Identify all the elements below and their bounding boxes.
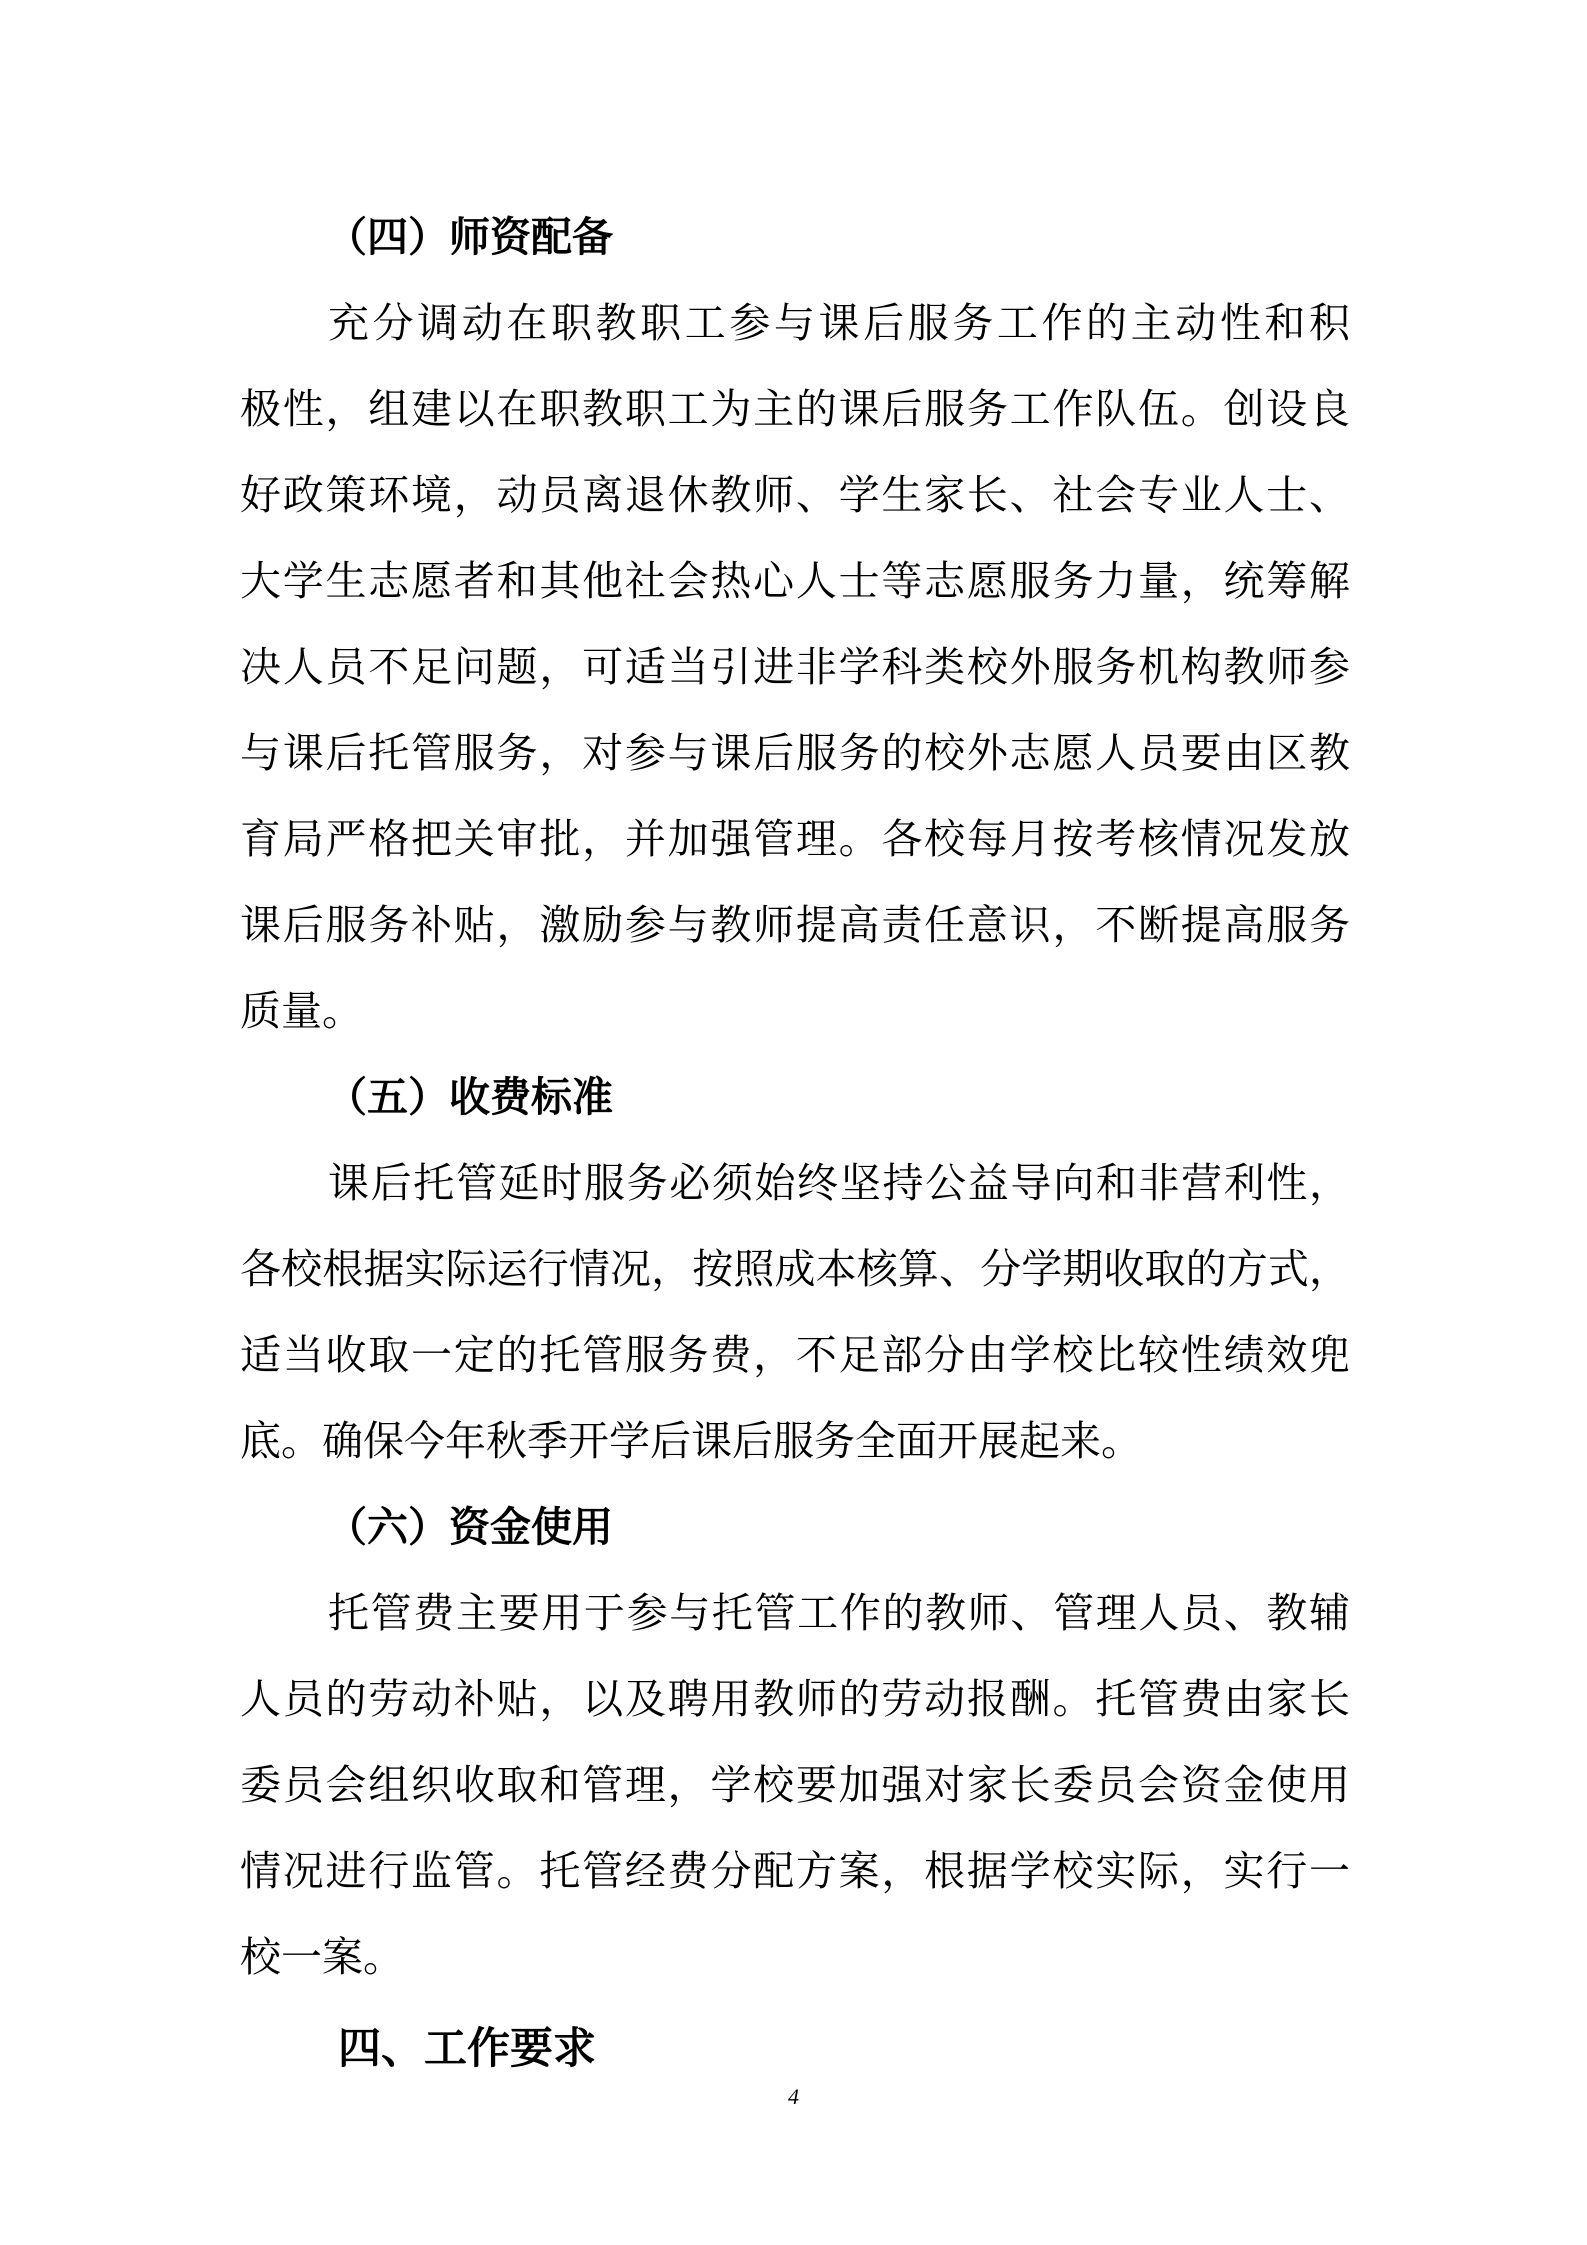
section-heading-funds: （六）资金使用 [326,1503,613,1551]
text-line: 人员的劳动补贴，以及聘用教师的劳动报酬。托管费由家长 [240,1675,1350,1723]
text-line: 大学生志愿者和其他社会热心人士等志愿服务力量，统筹解 [240,557,1350,605]
text-line: 课后托管延时服务必须始终坚持公益导向和非营利性， [328,1159,1350,1207]
text-line: 好政策环境，动员离退休教师、学生家长、社会专业人士、 [240,471,1350,519]
paragraph-fees [240,1140,1350,1484]
text-line: 课后服务补贴，激励参与教师提高责任意识，不断提高服务 [240,901,1350,949]
text-line: 校一案。 [240,1933,404,1981]
section-heading-staffing: （四）师资配备 [326,213,613,261]
text-line: 各校根据实际运行情况，按照成本核算、分学期收取的方式， [240,1245,1350,1293]
document-page [240,194,1350,2092]
page-number: 4 [788,2084,799,2109]
text-line: 质量。 [240,987,363,1035]
paragraph-staffing [240,280,1350,1054]
text-line: 适当收取一定的托管服务费，不足部分由学校比较性绩效兜 [240,1331,1350,1379]
main-heading-work-requirements: 四、工作要求 [338,2024,596,2074]
text-line: 决人员不足问题，可适当引进非学科类校外服务机构教师参 [240,643,1350,691]
paragraph-funds [240,1570,1350,2000]
text-line: 委员会组织收取和管理，学校要加强对家长委员会资金使用 [240,1761,1350,1809]
text-line: 与课后托管服务，对参与课后服务的校外志愿人员要由区教 [240,729,1350,777]
section-heading-fees: （五）收费标准 [326,1073,613,1121]
text-line: 极性，组建以在职教职工为主的课后服务工作队伍。创设良 [240,385,1350,433]
text-line: 充分调动在职教职工参与课后服务工作的主动性和积 [328,299,1350,347]
text-line: 底。确保今年秋季开学后课后服务全面开展起来。 [240,1417,1142,1465]
text-line: 托管费主要用于参与托管工作的教师、管理人员、教辅 [328,1589,1350,1637]
text-line: 育局严格把关审批，并加强管理。各校每月按考核情况发放 [240,815,1350,863]
text-line: 情况进行监管。托管经费分配方案，根据学校实际，实行一 [240,1847,1350,1895]
